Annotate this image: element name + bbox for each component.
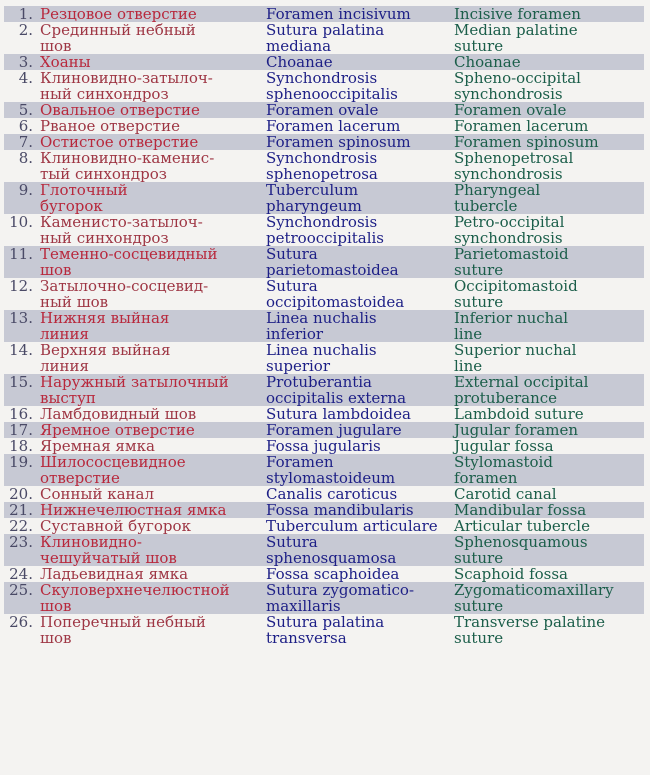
russian-term — [38, 134, 266, 150]
latin-term-line: Sutura zygomatico- — [266, 581, 415, 599]
english-term — [454, 454, 644, 486]
russian-term-line: Поперечный небный — [40, 613, 206, 631]
russian-term-line: Яремная ямка — [40, 437, 155, 455]
latin-term — [266, 150, 454, 182]
russian-term — [38, 534, 266, 566]
latin-term — [266, 502, 454, 518]
english-term-line: Carotid canal — [454, 485, 557, 503]
english-term-line: line — [454, 325, 483, 343]
latin-term-line: pharyngeum — [266, 197, 362, 215]
russian-term — [38, 102, 266, 118]
english-term-line: Parietomastoid — [454, 245, 569, 263]
term-row — [4, 70, 644, 102]
russian-term-line: Клиновидно- — [40, 533, 142, 551]
english-term-line: suture — [454, 549, 504, 567]
english-term — [454, 54, 644, 70]
latin-term-line: Sutura — [266, 277, 318, 295]
english-term — [454, 118, 644, 134]
latin-term-line: Sutura palatina — [266, 613, 385, 631]
english-term-line: Superior nuchal — [454, 341, 577, 359]
english-term-line: Lambdoid suture — [454, 405, 584, 423]
russian-term-line: шов — [40, 37, 72, 55]
term-row — [4, 374, 644, 406]
term-row — [4, 246, 644, 278]
russian-term-line: выступ — [40, 389, 96, 407]
english-term-line: synchondrosis — [454, 85, 563, 103]
term-number: 23. — [9, 533, 33, 551]
russian-term — [38, 6, 266, 22]
russian-term — [38, 614, 266, 646]
english-term-line: Choanae — [454, 53, 521, 71]
term-number: 16. — [9, 405, 33, 423]
latin-term — [266, 22, 454, 54]
latin-term — [266, 566, 454, 582]
russian-term — [38, 310, 266, 342]
latin-term — [266, 6, 454, 22]
russian-term-line: Суставной бугорок — [40, 517, 191, 535]
term-number: 21. — [9, 501, 33, 519]
english-term-line: Jugular foramen — [454, 421, 579, 439]
latin-term — [266, 406, 454, 422]
russian-term-line: Теменно-сосцевидный — [40, 245, 218, 263]
russian-term-line: Шилососцевидное — [40, 453, 186, 471]
latin-term-line: Fossa mandibularis — [266, 501, 414, 519]
latin-term-line: Choanae — [266, 53, 333, 71]
latin-term — [266, 486, 454, 502]
russian-term-line: Нижнечелюстная ямка — [40, 501, 227, 519]
latin-term-line: Synchondrosis — [266, 149, 378, 167]
russian-term-line: Наружный затылочный — [40, 373, 229, 391]
english-term — [454, 70, 644, 102]
english-term-line: Articular tubercle — [454, 517, 590, 535]
english-term — [454, 614, 644, 646]
english-term — [454, 310, 644, 342]
english-term-line: suture — [454, 629, 504, 647]
russian-term — [38, 406, 266, 422]
latin-term — [266, 342, 454, 374]
term-row — [4, 422, 644, 438]
term-number: 3. — [18, 53, 33, 71]
latin-term-line: Foramen jugulare — [266, 421, 402, 439]
english-term-line: Incisive foramen — [454, 5, 581, 23]
english-term-line: suture — [454, 261, 504, 279]
term-row — [4, 54, 644, 70]
term-number: 4. — [18, 69, 33, 87]
english-term-line: synchondrosis — [454, 165, 563, 183]
russian-term — [38, 502, 266, 518]
english-term-line: line — [454, 357, 483, 375]
russian-term-line: Ладьевидная ямка — [40, 565, 189, 583]
latin-term — [266, 182, 454, 214]
latin-term — [266, 134, 454, 150]
english-term-line: Foramen spinosum — [454, 133, 599, 151]
latin-term-line: parietomastoidea — [266, 261, 399, 279]
latin-term-line: sphenosquamosa — [266, 549, 397, 567]
english-term-line: Transverse palatine — [454, 613, 605, 631]
english-term — [454, 6, 644, 22]
russian-term-line: Затылочно-сосцевид- — [40, 277, 209, 295]
english-term — [454, 438, 644, 454]
term-number: 17. — [9, 421, 33, 439]
term-row — [4, 406, 644, 422]
latin-term — [266, 374, 454, 406]
english-term — [454, 374, 644, 406]
latin-term-line: Foramen lacerum — [266, 117, 401, 135]
term-row — [4, 278, 644, 310]
russian-term-line: Яремное отверстие — [40, 421, 195, 439]
english-term — [454, 22, 644, 54]
russian-term-line: Клиновидно-затылоч- — [40, 69, 213, 87]
russian-term-line: бугорок — [40, 197, 103, 215]
term-number: 18. — [9, 437, 33, 455]
russian-term — [38, 182, 266, 214]
russian-term-line: Рваное отверстие — [40, 117, 180, 135]
russian-term — [38, 278, 266, 310]
russian-term-line: ный синхондроз — [40, 85, 169, 103]
russian-term — [38, 374, 266, 406]
russian-term — [38, 70, 266, 102]
russian-term-line: Глоточный — [40, 181, 128, 199]
english-term-line: Mandibular fossa — [454, 501, 587, 519]
latin-term-line: Foramen — [266, 453, 334, 471]
term-row — [4, 566, 644, 582]
russian-term-line: Резцовое отверстие — [40, 5, 197, 23]
term-number: 24. — [9, 565, 33, 583]
english-term — [454, 422, 644, 438]
term-number: 1. — [18, 5, 33, 23]
latin-term-line: Fossa jugularis — [266, 437, 381, 455]
english-term-line: suture — [454, 597, 504, 615]
russian-term-line: Остистое отверстие — [40, 133, 199, 151]
skull-base-terms-table — [4, 6, 644, 646]
latin-term-line: Foramen ovale — [266, 101, 379, 119]
latin-term-line: mediana — [266, 37, 332, 55]
latin-term-line: Sutura — [266, 533, 318, 551]
russian-term — [38, 454, 266, 486]
russian-term — [38, 438, 266, 454]
russian-term — [38, 422, 266, 438]
latin-term — [266, 310, 454, 342]
term-number: 8. — [18, 149, 33, 167]
term-number: 15. — [9, 373, 33, 391]
english-term — [454, 246, 644, 278]
english-term — [454, 566, 644, 582]
term-number: 12. — [9, 277, 33, 295]
term-row — [4, 486, 644, 502]
russian-term-line: Верхняя выйная — [40, 341, 171, 359]
term-number: 14. — [9, 341, 33, 359]
latin-term — [266, 534, 454, 566]
term-row — [4, 150, 644, 182]
latin-term-line: Synchondrosis — [266, 213, 378, 231]
term-row — [4, 518, 644, 534]
russian-term-line: линия — [40, 325, 89, 343]
term-number: 22. — [9, 517, 33, 535]
term-row — [4, 182, 644, 214]
russian-term-line: Овальное отверстие — [40, 101, 200, 119]
russian-term — [38, 246, 266, 278]
term-row — [4, 342, 644, 374]
latin-term-line: maxillaris — [266, 597, 341, 615]
russian-term — [38, 150, 266, 182]
latin-term-line: Linea nuchalis — [266, 341, 377, 359]
term-row — [4, 6, 644, 22]
latin-term — [266, 278, 454, 310]
latin-term — [266, 454, 454, 486]
russian-term — [38, 582, 266, 614]
latin-term-line: sphenopetrosa — [266, 165, 378, 183]
latin-term-line: Foramen incisivum — [266, 5, 411, 23]
latin-term-line: Foramen spinosum — [266, 133, 411, 151]
russian-term-line: линия — [40, 357, 89, 375]
english-term-line: Scaphoid fossa — [454, 565, 569, 583]
latin-term — [266, 422, 454, 438]
english-term-line: synchondrosis — [454, 229, 563, 247]
term-number: 9. — [18, 181, 33, 199]
latin-term — [266, 54, 454, 70]
term-number: 11. — [9, 245, 33, 263]
term-number: 13. — [9, 309, 33, 327]
russian-term — [38, 518, 266, 534]
russian-term — [38, 22, 266, 54]
russian-term-line: чешуйчатый шов — [40, 549, 177, 567]
russian-term-line: Нижняя выйная — [40, 309, 170, 327]
term-number: 10. — [9, 213, 33, 231]
term-row — [4, 582, 644, 614]
russian-term-line: ный шов — [40, 293, 109, 311]
russian-term-line: Хоаны — [40, 53, 91, 71]
term-number: 25. — [9, 581, 33, 599]
russian-term-line: Каменисто-затылоч- — [40, 213, 203, 231]
english-term — [454, 278, 644, 310]
russian-term — [38, 486, 266, 502]
latin-term — [266, 246, 454, 278]
term-row — [4, 102, 644, 118]
russian-term-line: тый синхондроз — [40, 165, 167, 183]
english-term-line: Pharyngeal — [454, 181, 541, 199]
english-term-line: Spheno-occipital — [454, 69, 581, 87]
latin-term-line: Linea nuchalis — [266, 309, 377, 327]
english-term — [454, 582, 644, 614]
term-row — [4, 438, 644, 454]
english-term — [454, 134, 644, 150]
russian-term-line: Клиновидно-каменис- — [40, 149, 215, 167]
term-row — [4, 454, 644, 486]
term-row — [4, 118, 644, 134]
latin-term-line: sphenooccipitalis — [266, 85, 398, 103]
latin-term — [266, 582, 454, 614]
latin-term-line: petrooccipitalis — [266, 229, 385, 247]
english-term-line: Sphenosquamous — [454, 533, 588, 551]
latin-term — [266, 518, 454, 534]
english-term-line: Jugular fossa — [454, 437, 554, 455]
russian-term — [38, 118, 266, 134]
latin-term — [266, 438, 454, 454]
english-term-line: suture — [454, 293, 504, 311]
latin-term-line: Tuberculum — [266, 181, 359, 199]
english-term-line: suture — [454, 37, 504, 55]
latin-term — [266, 102, 454, 118]
english-term — [454, 214, 644, 246]
english-term-line: tubercle — [454, 197, 518, 215]
term-row — [4, 310, 644, 342]
russian-term — [38, 566, 266, 582]
latin-term — [266, 70, 454, 102]
russian-term-line: отверстие — [40, 469, 120, 487]
term-row — [4, 614, 644, 646]
term-number: 2. — [18, 21, 33, 39]
english-term-line: Sphenopetrosal — [454, 149, 574, 167]
term-row — [4, 214, 644, 246]
latin-term — [266, 118, 454, 134]
latin-term-line: occipitalis externa — [266, 389, 407, 407]
term-row — [4, 22, 644, 54]
latin-term-line: Sutura lambdoidea — [266, 405, 411, 423]
latin-term-line: Protuberantia — [266, 373, 373, 391]
russian-term — [38, 214, 266, 246]
russian-term — [38, 342, 266, 374]
english-term-line: Foramen lacerum — [454, 117, 589, 135]
latin-term-line: Synchondrosis — [266, 69, 378, 87]
latin-term-line: Tuberculum articulare — [266, 517, 438, 535]
english-term-line: Occipitomastoid — [454, 277, 578, 295]
english-term — [454, 518, 644, 534]
latin-term-line: transversa — [266, 629, 347, 647]
russian-term-line: Ламбдовидный шов — [40, 405, 197, 423]
english-term-line: Petro-occipital — [454, 213, 565, 231]
english-term-line: Stylomastoid — [454, 453, 553, 471]
english-term — [454, 486, 644, 502]
terms-table-body — [4, 6, 644, 646]
term-row — [4, 502, 644, 518]
latin-term-line: superior — [266, 357, 331, 375]
english-term — [454, 150, 644, 182]
latin-term-line: Fossa scaphoidea — [266, 565, 400, 583]
latin-term-line: inferior — [266, 325, 324, 343]
english-term-line: Zygomaticomaxillary — [454, 581, 614, 599]
russian-term-line: Срединный небный — [40, 21, 196, 39]
english-term-line: External occipital — [454, 373, 589, 391]
english-term — [454, 182, 644, 214]
term-row — [4, 134, 644, 150]
latin-term-line: stylomastoideum — [266, 469, 396, 487]
english-term-line: Median palatine — [454, 21, 578, 39]
term-number: 7. — [18, 133, 33, 151]
english-term — [454, 102, 644, 118]
term-number: 6. — [18, 117, 33, 135]
russian-term-line: шов — [40, 597, 72, 615]
english-term-line: Foramen ovale — [454, 101, 567, 119]
latin-term-line: occipitomastoidea — [266, 293, 405, 311]
english-term-line: foramen — [454, 469, 518, 487]
english-term-line: Inferior nuchal — [454, 309, 569, 327]
latin-term-line: Sutura palatina — [266, 21, 385, 39]
english-term — [454, 534, 644, 566]
term-number: 26. — [9, 613, 33, 631]
english-term — [454, 406, 644, 422]
english-term-line: protuberance — [454, 389, 558, 407]
russian-term-line: Скуловерхнечелюстной — [40, 581, 230, 599]
russian-term-line: ный синхондроз — [40, 229, 169, 247]
term-number: 19. — [9, 453, 33, 471]
english-term — [454, 342, 644, 374]
term-number: 20. — [9, 485, 33, 503]
russian-term-line: шов — [40, 629, 72, 647]
english-term — [454, 502, 644, 518]
latin-term — [266, 614, 454, 646]
latin-term-line: Canalis caroticus — [266, 485, 398, 503]
term-number: 5. — [18, 101, 33, 119]
russian-term — [38, 54, 266, 70]
russian-term-line: Сонный канал — [40, 485, 154, 503]
term-row — [4, 534, 644, 566]
latin-term-line: Sutura — [266, 245, 318, 263]
latin-term — [266, 214, 454, 246]
russian-term-line: шов — [40, 261, 72, 279]
